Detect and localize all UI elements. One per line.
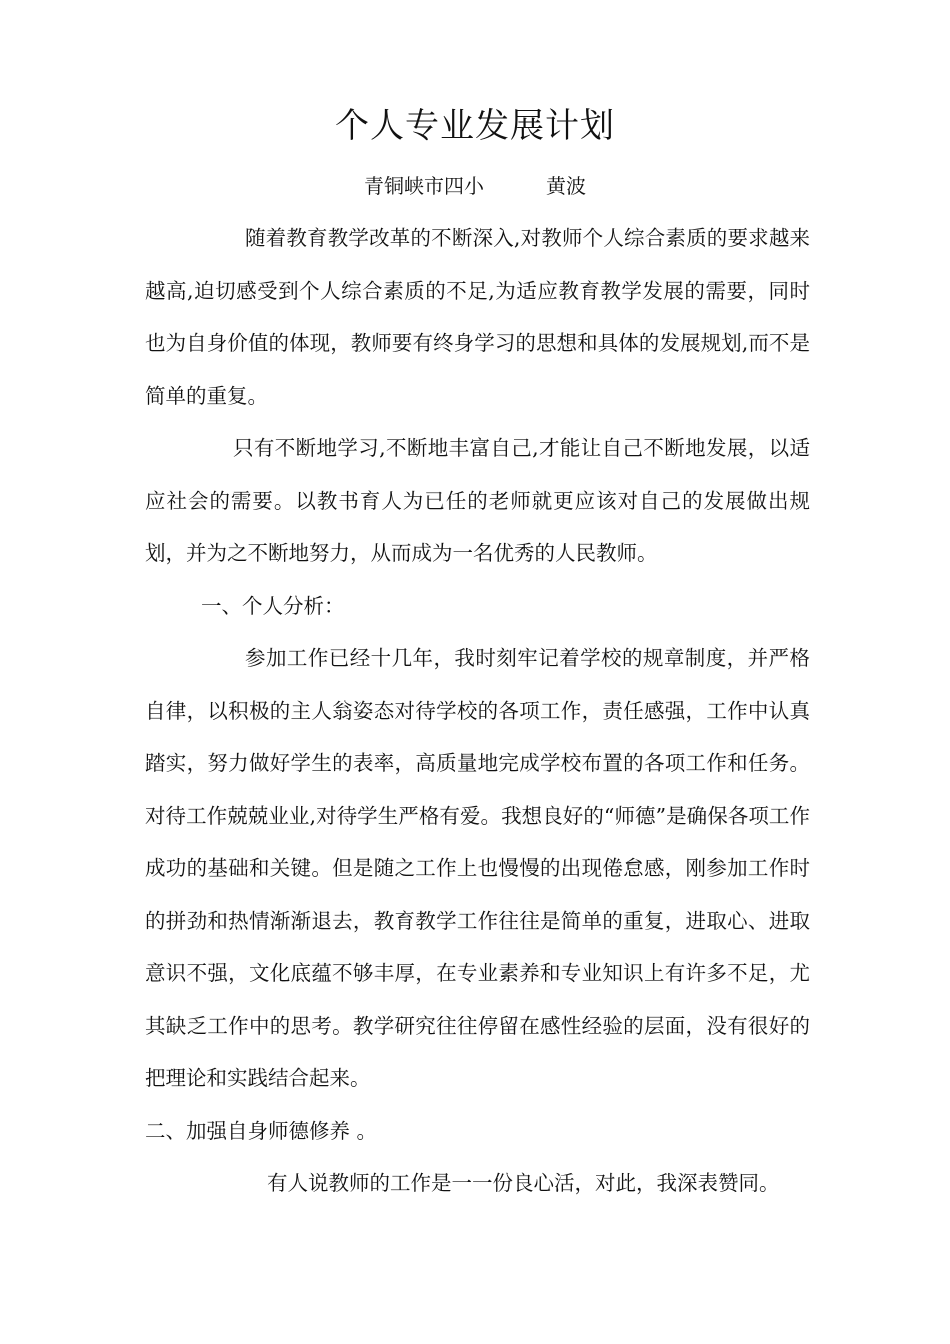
author-name: 黄波 <box>546 174 586 198</box>
paragraph-intro: 随着教育教学改革的不断深入,对教师个人综合素质的要求越来越高,迫切感受到个人综合素质的不足,为适应教育教学发展的需要，同时也为自身价值的体现，教师要有终身学习的思想和具体的发展规划,而不是简单的重复。 <box>145 226 810 408</box>
paragraph-self-analysis: 参加工作已经十几年，我时刻牢记着学校的规章制度，并严格自律，以积极的主人翁姿态对待学校的各项工作，责任感强，工作中认真踏实，努力做好学生的表率，高质量地完成学校布置的各项工作和任务。对待工作兢兢业业,对待学生严格有爱。我想良好的“师德”是确保各项工作成功的基础和关键。但是随之工作上也慢慢的出现倦怠感，刚参加工作时的拼劲和热情渐渐退去，教育教学工作往往是简单的重复，进取心、进取意识不强，文化底蕴不够丰厚，在专业素养和专业知识上有许多不足，尤其缺乏工作中的思考。教学研究往往停留在感性经验的层面，没有很好的把理论和实践结合起来。 <box>145 646 810 1090</box>
paragraph-ethics: 有人说教师的工作是一一份良心活，对此，我深表赞同。 <box>267 1171 780 1195</box>
page-title: 个人专业发展计划 <box>335 106 615 146</box>
author-school: 青铜峡市四小 <box>364 174 484 198</box>
section-heading-1: 一、个人分析： <box>201 593 345 618</box>
paragraph-learning: 只有不断地学习,不断地丰富自己,才能让自己不断地发展，以适应社会的需要。以教书育人为已任的老师就更应该对自己的发展做出规划，并为之不断地努力，从而成为一名优秀的人民教师。 <box>145 436 810 565</box>
section-heading-2: 二、加强自身师德修养 。 <box>145 1118 378 1143</box>
author-line <box>0 170 950 202</box>
document-body <box>145 212 810 1210</box>
